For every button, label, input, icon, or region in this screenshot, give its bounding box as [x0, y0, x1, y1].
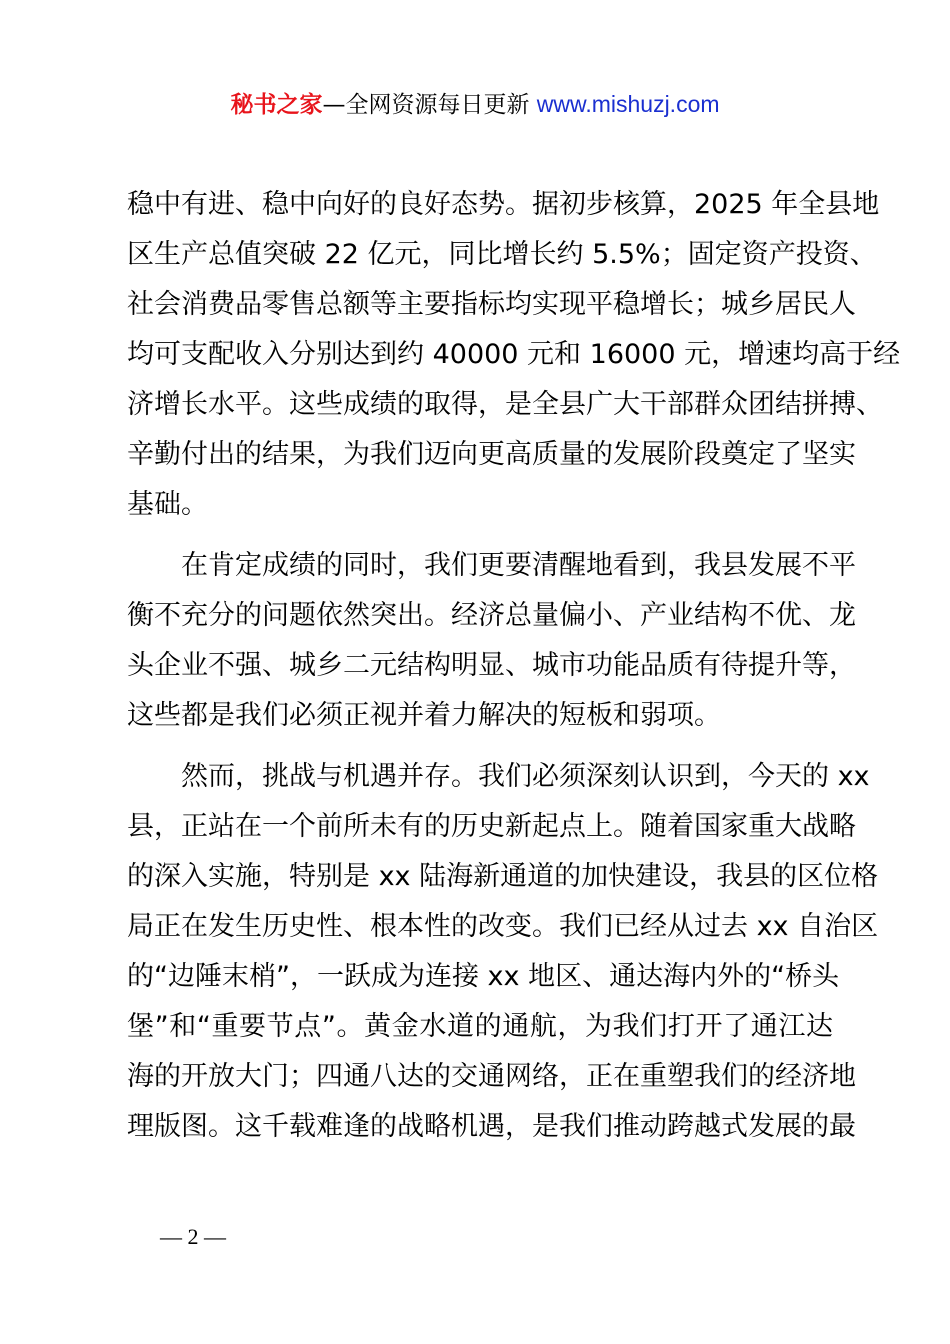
paragraph-1	[127, 180, 901, 530]
banner-dash: —	[322, 92, 346, 118]
text-line: 济增长水平。这些成绩的取得，是全县广大干部群众团结拼搏、	[127, 389, 883, 420]
banner-slogan: 全网资源每日更新	[345, 92, 537, 118]
text-line: 头企业不强、城乡二元结构明显、城市功能品质有待提升等，	[127, 650, 856, 681]
text-line: 然而，挑战与机遇并存。我们必须深刻认识到，今天的 xx	[181, 761, 870, 792]
text-line: 基础。	[127, 489, 208, 520]
site-url-link[interactable]: www.mishuzj.com	[536, 91, 720, 117]
text-line: 的“边陲末梢”，一跃成为连接 xx 地区、通达海内外的“桥头	[127, 961, 840, 992]
text-line: 辛勤付出的结果，为我们迈向更高质量的发展阶段奠定了坚实	[127, 439, 856, 470]
text-line: 局正在发生历史性、根本性的改变。我们已经从过去 xx 自治区	[127, 911, 879, 942]
brand-name: 秘书之家	[230, 92, 323, 118]
paragraph-3	[127, 752, 879, 1152]
text-line: 衡不充分的问题依然突出。经济总量偏小、产业结构不优、龙	[127, 600, 856, 631]
text-line: 社会消费品零售总额等主要指标均实现平稳增长；城乡居民人	[127, 289, 856, 320]
text-line: 在肯定成绩的同时，我们更要清醒地看到，我县发展不平	[181, 550, 856, 581]
text-line: 稳中有进、稳中向好的良好态势。据初步核算，2025 年全县地	[127, 189, 880, 220]
site-banner	[0, 86, 950, 123]
text-line: 县，正站在一个前所未有的历史新起点上。随着国家重大战略	[127, 811, 856, 842]
document-body	[127, 180, 901, 1163]
text-line: 理版图。这千载难逢的战略机遇，是我们推动跨越式发展的最	[127, 1111, 856, 1142]
text-line: 海的开放大门；四通八达的交通网络，正在重塑我们的经济地	[127, 1061, 856, 1092]
text-line: 的深入实施，特别是 xx 陆海新通道的加快建设，我县的区位格	[127, 861, 879, 892]
text-line: 区生产总值突破 22 亿元，同比增长约 5.5%；固定资产投资、	[127, 239, 877, 270]
page-number: — 2 —	[160, 1224, 226, 1249]
text-line: 这些都是我们必须正视并着力解决的短板和弱项。	[127, 700, 721, 731]
text-line: 堡”和“重要节点”。黄金水道的通航，为我们打开了通江达	[127, 1011, 833, 1042]
paragraph-2	[127, 541, 856, 741]
text-line: 均可支配收入分别达到约 40000 元和 16000 元，增速均高于经	[127, 339, 901, 370]
